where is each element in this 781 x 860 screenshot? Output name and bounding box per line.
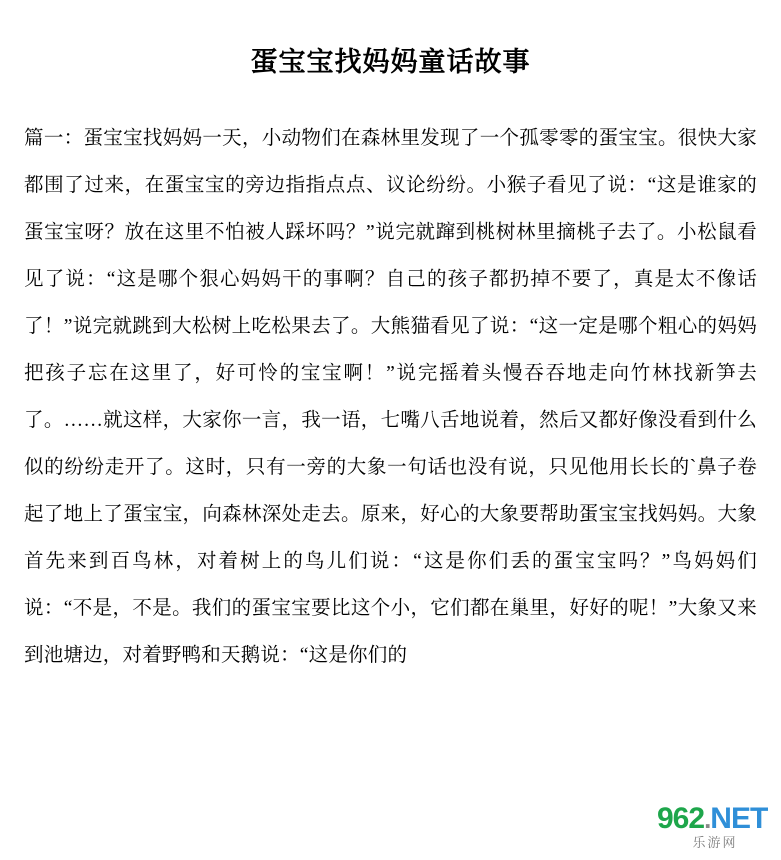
page-title: 蛋宝宝找妈妈童话故事 — [250, 47, 531, 77]
watermark-962: 962 — [657, 802, 705, 835]
watermark-dot: . — [704, 804, 711, 834]
site-watermark — [657, 804, 773, 856]
watermark-net: NET — [710, 802, 768, 835]
watermark-subtitle: 乐游网 — [692, 835, 738, 850]
body-paragraph: 篇一：蛋宝宝找妈妈一天，小动物们在森林里发现了一个孤零零的蛋宝宝。很快大家都围了过来，在蛋宝宝的旁边指指点点、议论纷纷。小猴子看见了说：“这是谁家的蛋宝宝呀？放在这里不怕被人踩坏吗？”说完就蹿到桃树林里摘桃子去了。小松鼠看见了说：“这是哪个狠心妈妈干的事啊？自己的孩子都扔掉不要了，真是太不像话了！”说完就跳到大松树上吃松果去了。大熊猫看见了说：“这一定是哪个粗心的妈妈把孩子忘在这里了，好可怜的宝宝啊！”说完摇着头慢吞吞地走向竹林找新笋去了。……就这样，大家你一言，我一语，七嘴八舌地说着，然后又都好像没看到什么似的纷纷走开了。这时，只有一旁的大象一句话也没有说，只见他用长长的`鼻子卷起了地上了蛋宝宝，向森林深处走去。原来，好心的大象要帮助蛋宝宝找妈妈。大象首先来到百鸟林，对着树上的鸟儿们说：“这是你们丢的蛋宝宝吗？”鸟妈妈们说：“不是，不是。我们的蛋宝宝要比这个小，它们都在巢里，好好的呢！”大象又来到池塘边，对着野鸭和天鹅说：“这是你们的 — [24, 128, 757, 666]
document-body — [0, 89, 781, 679]
watermark-brand — [657, 804, 773, 834]
